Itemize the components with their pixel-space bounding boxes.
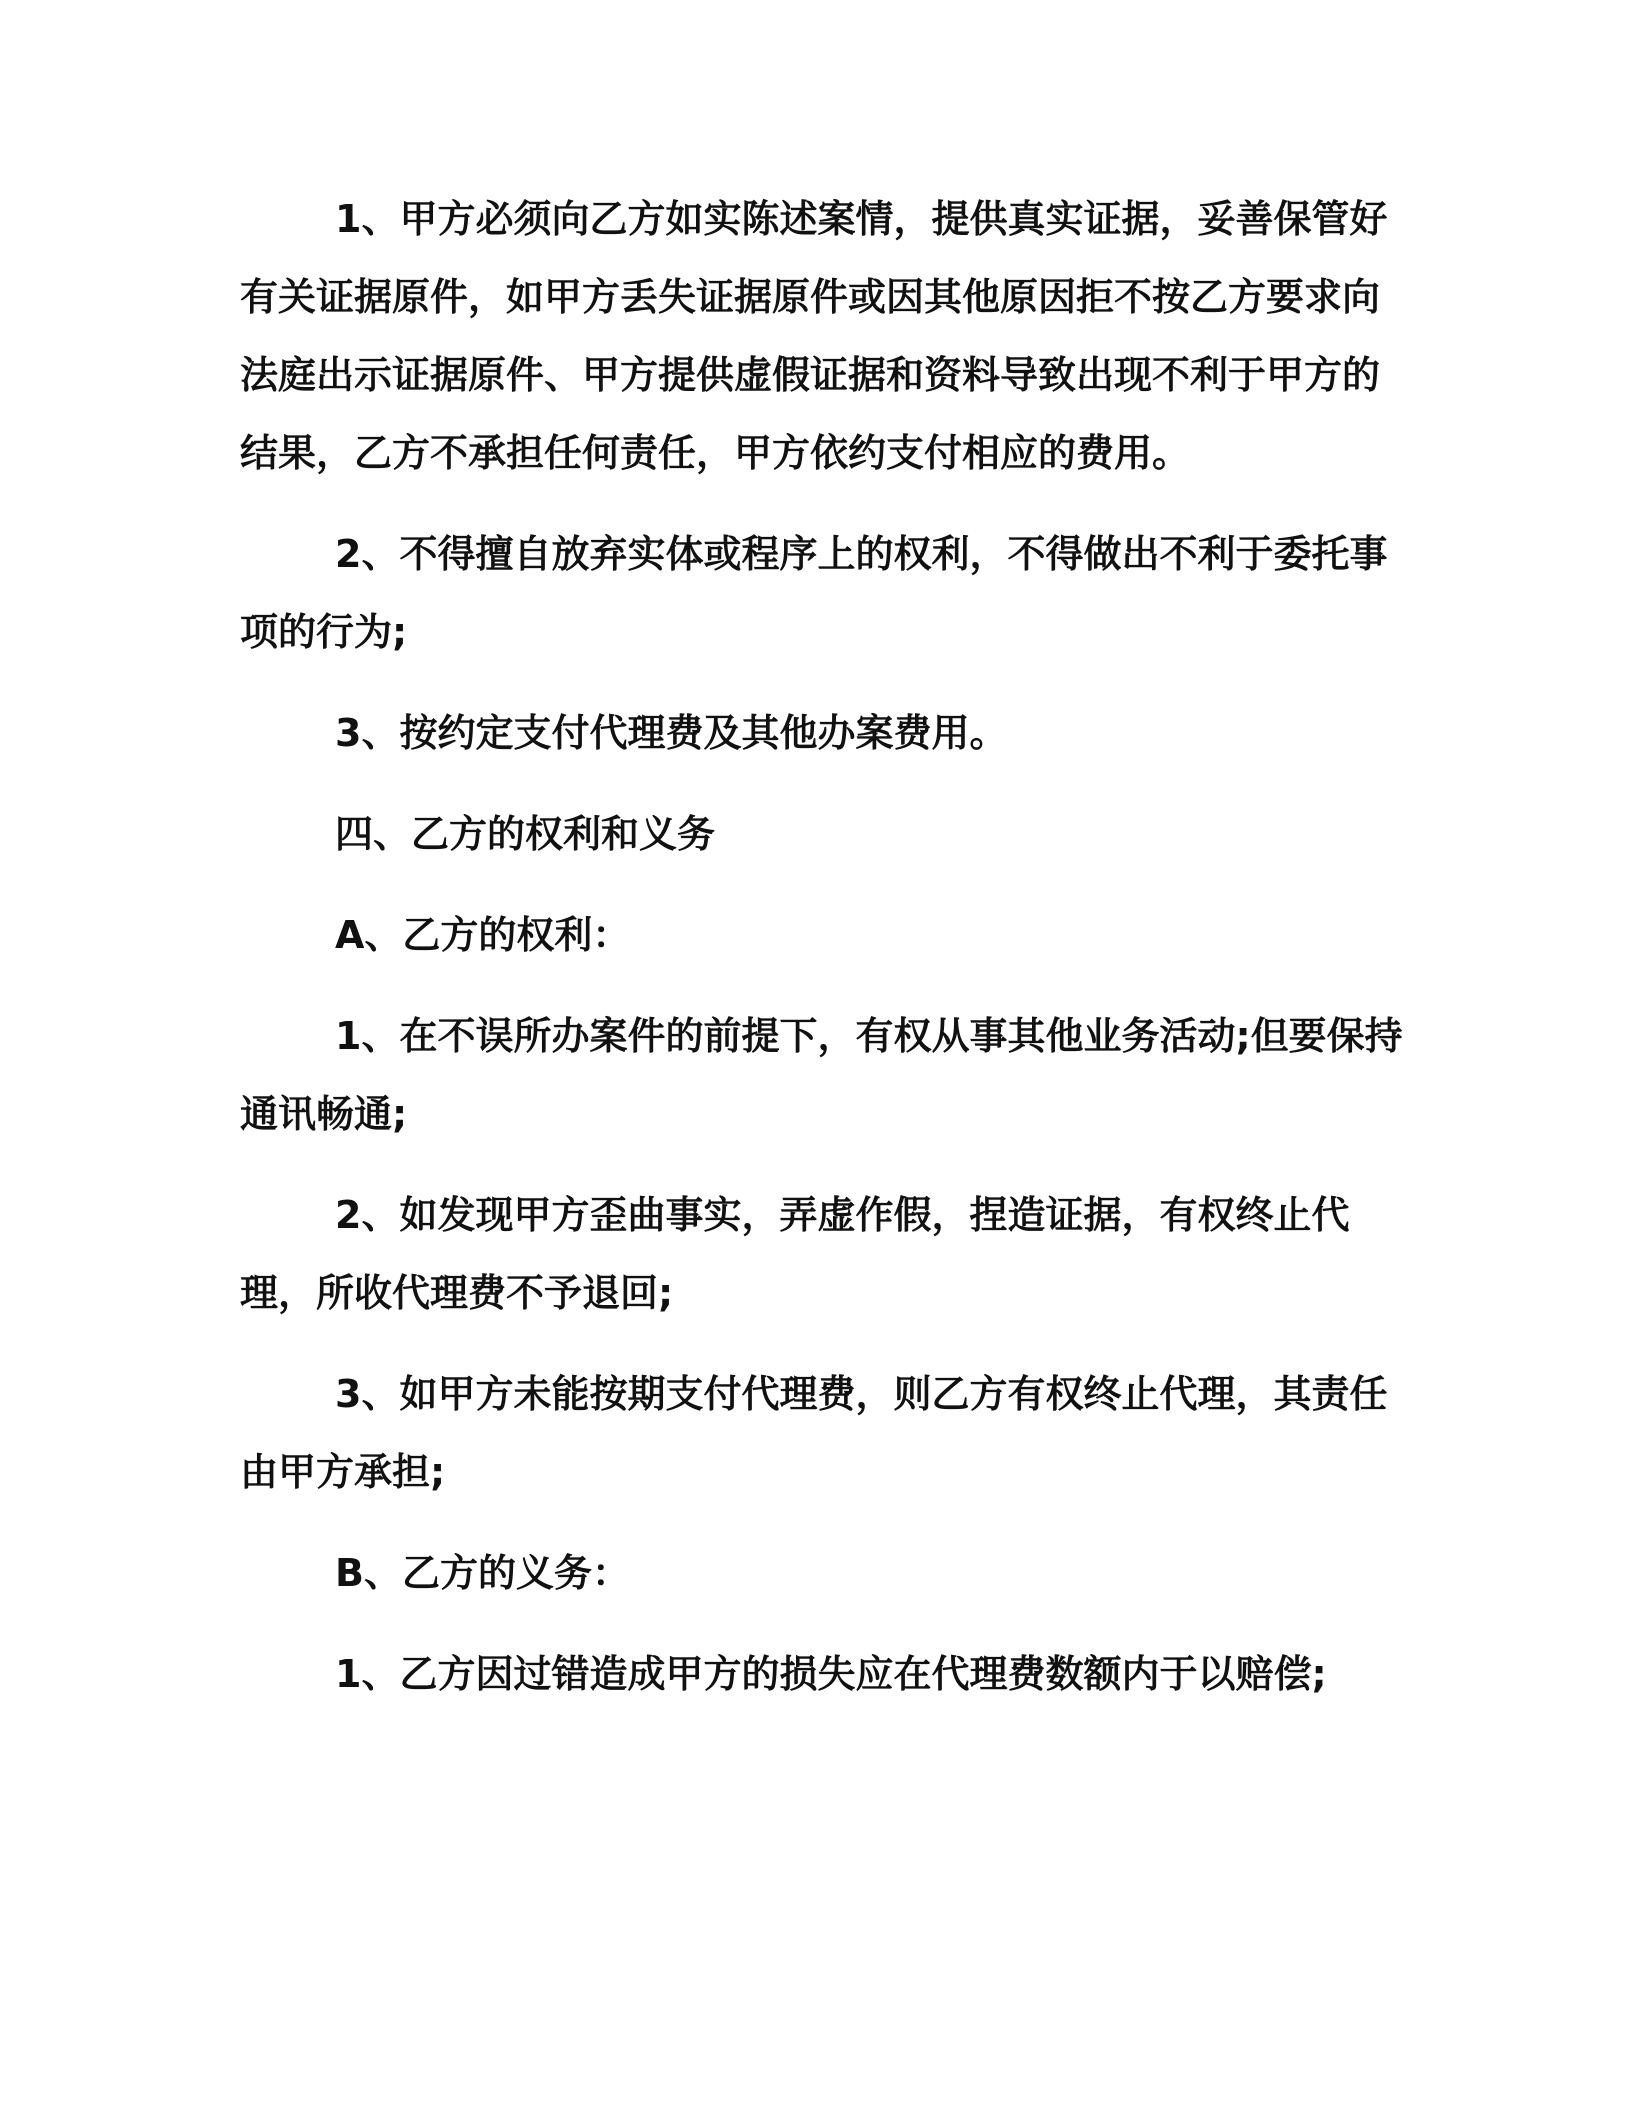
paragraph-party-a-obligation-1: 1、甲方必须向乙方如实陈述案情，提供真实证据，妥善保管好有关证据原件，如甲方丢失证据原件或因其他原因拒不按乙方要求向法庭出示证据原件、甲方提供虚假证据和资料导致出现不利于甲方的结果，乙方不承担任何责任，甲方依约支付相应的费用。 <box>240 197 1388 475</box>
section-heading-party-b-rights-obligations: 四、乙方的权利和义务 <box>335 812 716 856</box>
paragraph-party-b-right-2: 2、如发现甲方歪曲事实，弄虚作假，捏造证据，有权终止代理，所收代理费不予退回; <box>240 1193 1350 1315</box>
paragraph-party-b-right-1: 1、在不误所办案件的前提下，有权从事其他业务活动;但要保持通讯畅通; <box>240 1014 1403 1136</box>
subheading-party-b-obligations: B、乙方的义务： <box>335 1551 630 1595</box>
paragraph-party-b-right-3: 3、如甲方未能按期支付代理费，则乙方有权终止代理，其责任由甲方承担; <box>240 1372 1388 1494</box>
subheading-party-b-rights: A、乙方的权利： <box>335 913 631 957</box>
paragraph-party-a-obligation-2: 2、不得擅自放弃实体或程序上的权利，不得做出不利于委托事项的行为; <box>240 532 1388 654</box>
paragraph-party-a-obligation-3: 3、按约定支付代理费及其他办案费用。 <box>335 711 1008 755</box>
paragraph-party-b-obligation-1: 1、乙方因过错造成甲方的损失应在代理费数额内于以赔偿; <box>335 1652 1327 1696</box>
document-body <box>240 180 1410 1736</box>
